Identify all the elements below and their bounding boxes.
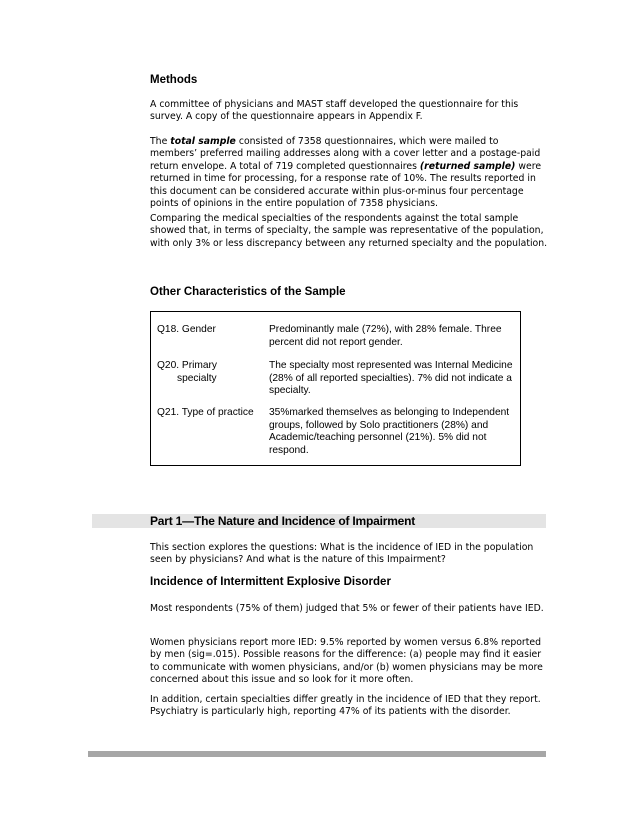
methods-heading: Methods — [150, 74, 198, 86]
characteristics-heading: Other Characteristics of the Sample — [150, 286, 346, 298]
part1-intro: This section explores the questions: What is the incidence of IED in the population seen by physicians? And what is the nature of this Impairment? — [150, 542, 534, 566]
part1-heading: Part 1—The Nature and Incidence of Impairment — [150, 514, 416, 528]
row-gender-answer: Predominantly male (72%), with 28% female. Three percent did not report gender. — [269, 324, 502, 348]
row-specialty-answer: The specialty most represented was Internal Medicine (28% of all reported specialties). 7% did not indicate a specialty. — [269, 360, 513, 397]
methods-p2-text-c: were returned in time for processing, for a response rate of 10%. The results reported in this document can be considered accurate within plus-or-minus four percentage points of opinions in the entire population of 7358 physicians. — [150, 160, 542, 210]
characteristics-table — [150, 311, 521, 466]
total-sample-term: total sample — [170, 136, 236, 147]
methods-p2-text-a: The — [150, 136, 171, 147]
methods-paragraph-2 — [150, 136, 548, 210]
methods-p2-text-b: consisted of 7358 questionnaires, which were mailed to members’ preferred mailing addresses along with a cover letter and a postage-paid return envelope. A total of 719 completed questionnaires — [150, 136, 541, 172]
returned-sample-term: (returned sample) — [419, 160, 516, 172]
methods-paragraph-3: Comparing the medical specialties of the respondents against the total sample showed that, in terms of specialty, the sample was representative of the population, with only 3% or less discrepancy between any returned specialty and the population. — [150, 213, 548, 249]
incidence-paragraph-3: In addition, certain specialties differ greatly in the incidence of IED that they report. Psychiatry is particularly high, reporting 47% of its patients with the disorder. — [150, 694, 541, 718]
row-practice-question — [157, 407, 265, 420]
footer-rule — [88, 751, 546, 757]
methods-paragraph-1: A committee of physicians and MAST staff developed the questionnaire for this survey. A copy of the questionnaire appears in Appendix F. — [150, 99, 519, 123]
row-specialty-question-line2: specialty — [177, 372, 217, 384]
row-gender-question — [157, 324, 265, 337]
row-practice-answer: 35%marked themselves as belonging to Independent groups, followed by Solo practitioners (28%) and Academic/teaching personnel (21%). 5% did not respond. — [269, 407, 510, 456]
incidence-subheading: Incidence of Intermittent Explosive Disorder — [150, 576, 391, 588]
incidence-paragraph-2: Women physicians report more IED: 9.5% reported by women versus 6.8% reported by men (sig=.015). Possible reasons for the difference: (a) people may find it easier to communicate with women physicians, and/or (b) women physicians may be more concerned about this issue and so look for it more often. — [150, 637, 543, 686]
row-specialty-question — [157, 360, 265, 385]
row-specialty-question-line1: Q20. Primary — [157, 360, 218, 371]
row-gender-question-label: Q18. Gender — [157, 324, 216, 335]
row-practice-question-label: Q21. Type of practice — [157, 407, 254, 418]
incidence-paragraph-1: Most respondents (75% of them) judged that 5% or fewer of their patients have IED. — [150, 603, 544, 614]
